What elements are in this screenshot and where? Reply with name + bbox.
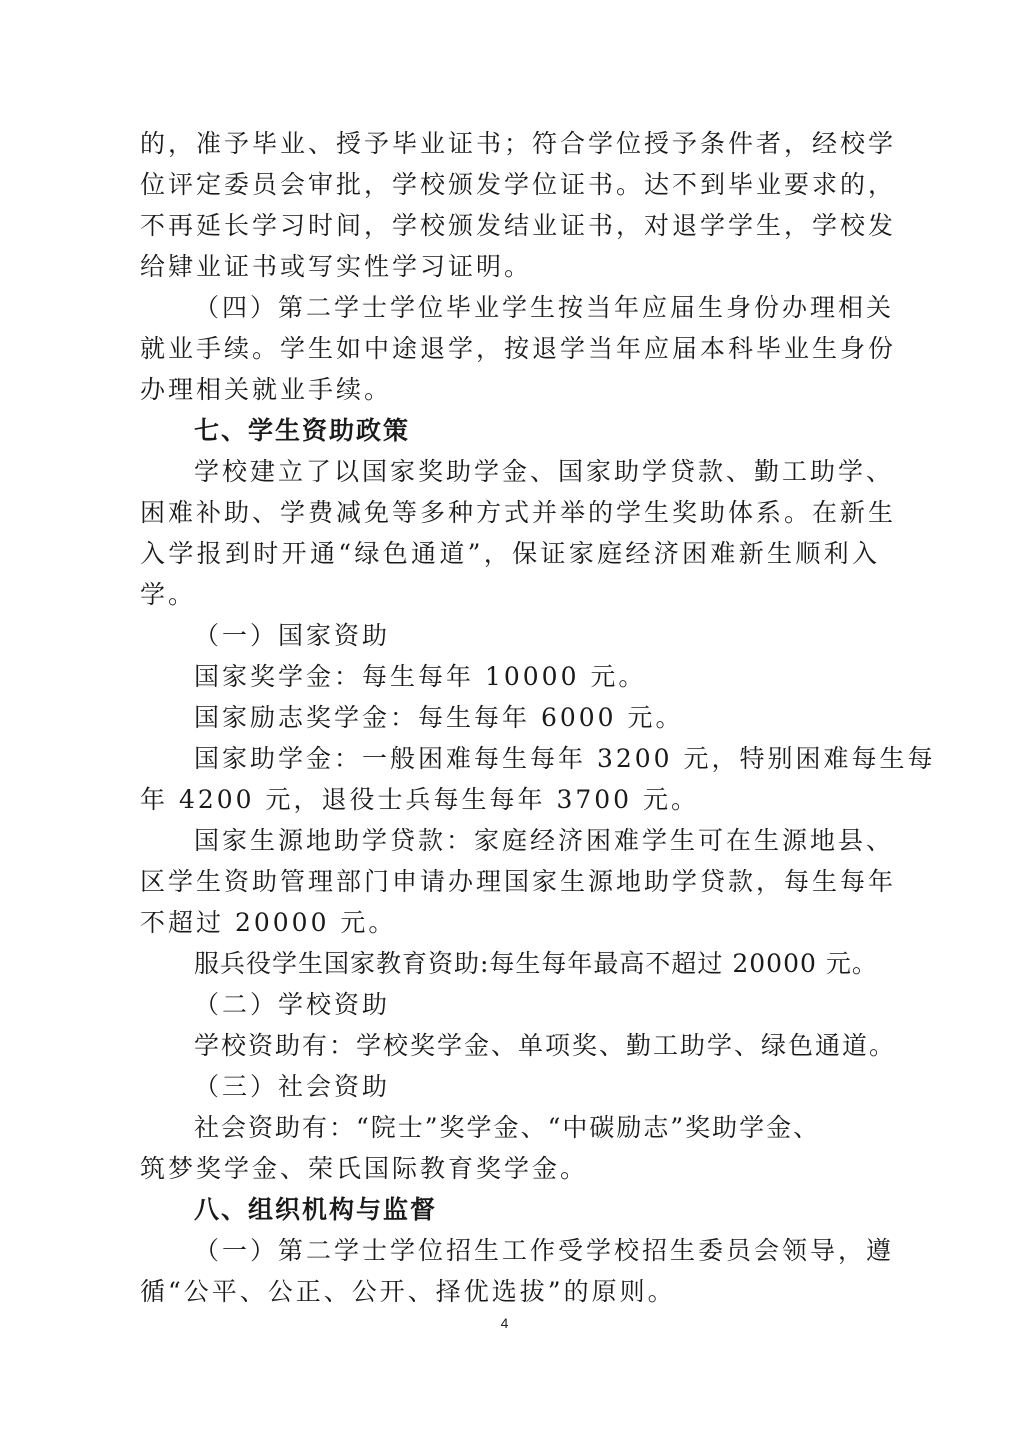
body-text-line: 不再延长学习时间，学校颁发结业证书，对退学学生，学校发 [140, 211, 897, 240]
body-text-line: （一）第二学士学位招生工作受学校招生委员会领导，遵 [194, 1236, 895, 1265]
subsection-title-school-aid: （二）学校资助 [194, 990, 391, 1019]
body-text-line: 循“公平、公正、公开、择优选拔”的原则。 [140, 1277, 676, 1306]
body-text-line: 服兵役学生国家教育资助:每生每年最高不超过 20000 元。 [194, 949, 878, 978]
body-text-line: 学。 [140, 580, 197, 609]
body-text-line: 筑梦奖学金、荣氏国际教育奖学金。 [140, 1154, 589, 1183]
body-text-line: 国家生源地助学贷款：家庭经济困难学生可在生源地县、 [194, 826, 895, 855]
body-text-line: 给肄业证书或写实性学习证明。 [140, 252, 533, 281]
body-text-line: 的，准予毕业、授予毕业证书；符合学位授予条件者，经校学 [140, 129, 897, 158]
body-text-line: 年 4200 元，退役士兵每生每年 3700 元。 [140, 785, 700, 814]
body-text-line: 区学生资助管理部门申请办理国家生源地助学贷款，每生每年 [140, 867, 897, 896]
body-text-line: 就业手续。学生如中途退学，按退学当年应届本科毕业生身份 [140, 334, 897, 363]
body-text-line: 困难补助、学费减免等多种方式并举的学生奖助体系。在新生 [140, 498, 897, 527]
subsection-text-line: （四）第二学士学位毕业学生按当年应届生身份办理相关 [194, 293, 895, 322]
section-heading-organization: 八、组织机构与监督 [194, 1195, 438, 1224]
body-text-line: 不超过 20000 元。 [140, 908, 397, 937]
page-number: 4 [500, 1315, 509, 1331]
body-text-line: 国家励志奖学金：每生每年 6000 元。 [194, 703, 684, 732]
body-text-line: 社会资助有：“院士”奖学金、“中碳励志”奖助学金、 [194, 1113, 821, 1142]
subsection-title-social-aid: （三）社会资助 [194, 1072, 391, 1101]
body-text-line: 学校建立了以国家奖助学金、国家助学贷款、勤工助学、 [194, 457, 895, 486]
subsection-title-national-aid: （一）国家资助 [194, 621, 391, 650]
body-text-line: 办理相关就业手续。 [140, 375, 393, 404]
body-text-line: 位评定委员会审批，学校颁发学位证书。达不到毕业要求的， [140, 170, 897, 199]
section-heading-student-aid: 七、学生资助政策 [194, 416, 411, 445]
body-text-line: 国家助学金：一般困难每生每年 3200 元，特别困难每生每 [194, 744, 936, 773]
body-text-line: 学校资助有：学校奖学金、单项奖、勤工助学、绿色通道。 [194, 1031, 897, 1060]
body-text-line: 入学报到时开通“绿色通道”，保证家庭经济困难新生顺利入 [140, 539, 880, 568]
body-text-line: 国家奖学金：每生每年 10000 元。 [194, 662, 647, 691]
